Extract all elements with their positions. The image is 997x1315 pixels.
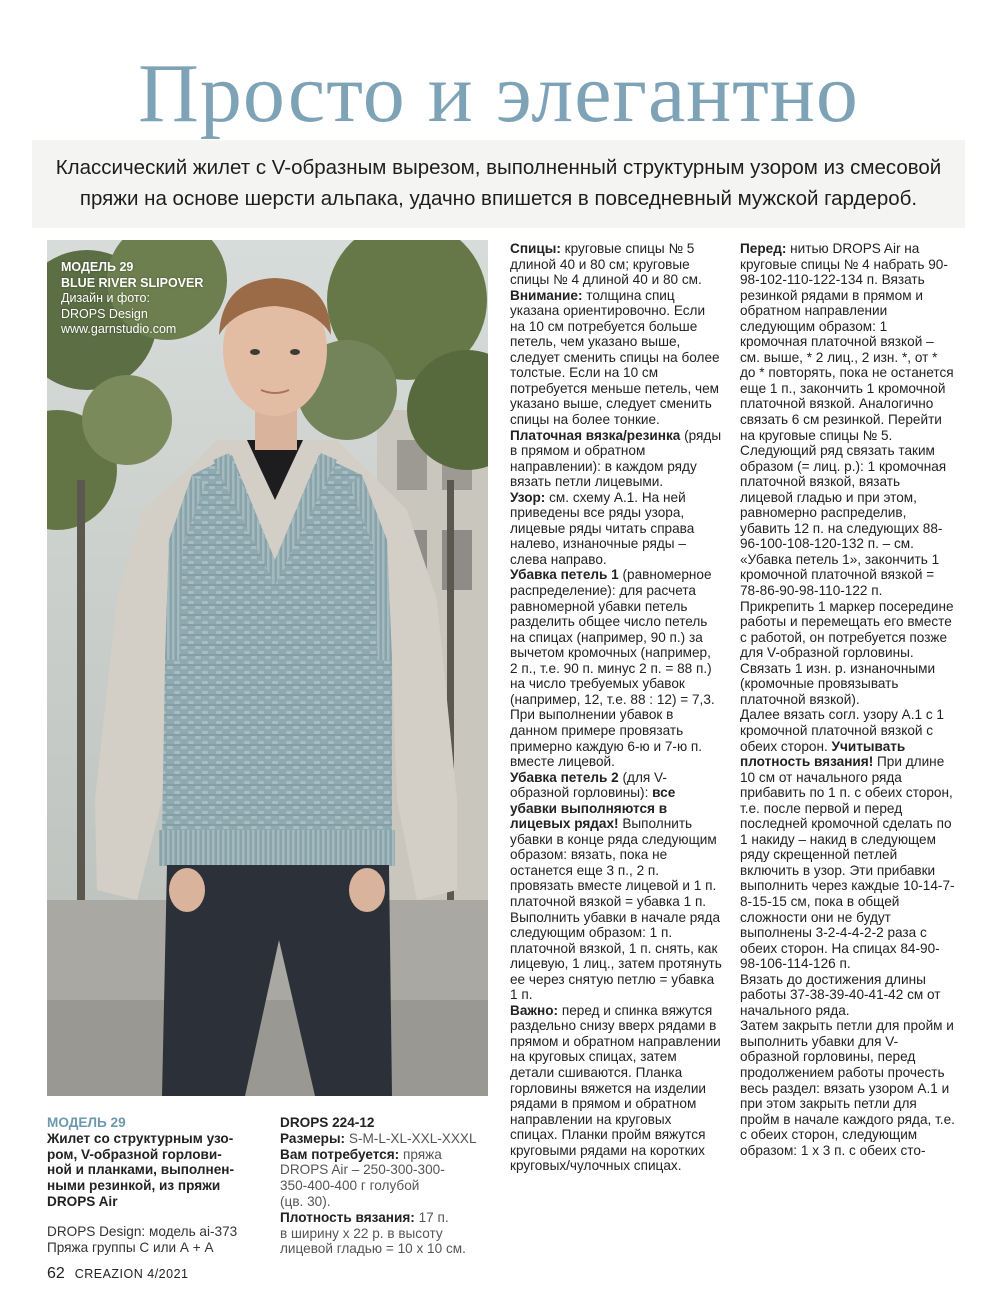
text-heading: Узор: <box>510 489 546 505</box>
need-line: DROPS Air – 250-300-300- <box>280 1162 445 1178</box>
text-heading: Платочная вязка/резинка <box>510 427 681 443</box>
model-meta-line: Пряжа группы С или А + А <box>47 1239 214 1255</box>
text-body: перед и спинка вяжутся раздельно снизу вверх рядами в прямом и обратном направлении на круговых спицах, затем детали сшиваются. Планка горловины вяжется на изделии рядами в прямом и обратном направлении на круговых спицах. Планки пройм вяжутся круговыми рядами на коротких круговых/чулочных спицах. <box>510 1002 721 1174</box>
model-desc-line: DROPS Air <box>47 1193 118 1209</box>
text-body: Вязать до достижения длины работы 37-38-39-40-41-42 см от начального ряда. <box>740 971 941 1018</box>
text-heading: все убавки выполняются в лицевых рядах! <box>510 785 676 832</box>
caption-model: МОДЕЛЬ 29 <box>61 260 134 274</box>
instructions-column-middle <box>510 241 722 1174</box>
text-heading: Важно: <box>510 1002 559 1018</box>
sizes-value: S-M-L-XL-XXL-XXXL <box>348 1130 477 1146</box>
text-body: Затем закрыть петли для пройм и выполнить убавки для V-образной горловины, перед продолжением работы прочесть весь раздел: вязать узором A.1 и при этом закрыть петли для пройм в начале каждого ряда, т.е. с обеих сторон, следующим образом: 1 х 3 п. с обеих сто- <box>740 1018 955 1158</box>
density-line: лицевой гладью = 10 х 10 см. <box>280 1241 466 1257</box>
caption-studio: DROPS Design <box>61 306 148 321</box>
magazine-issue: CREAZION 4/2021 <box>74 1267 189 1281</box>
density-line: 17 п. <box>418 1209 449 1225</box>
text-heading: Внимание: <box>510 287 583 303</box>
text-heading: Убавка петель 1 <box>510 567 619 583</box>
model-meta <box>47 1224 262 1256</box>
caption-site: www.garnstudio.com <box>61 322 177 336</box>
model-meta-line: DROPS Design: модель ai-373 <box>47 1223 238 1239</box>
model-description <box>47 1131 262 1210</box>
model-desc-line: ной и планками, выполнен- <box>47 1162 235 1178</box>
sizes-label: Размеры: <box>280 1130 346 1146</box>
text-body: круговые спицы № 5 длиной 40 и 80 см; круговые спицы № 4 длиной 40 и 80 см. <box>510 241 702 288</box>
lead-line: Классический жилет с V-образным вырезом, выполненный структурным узором из смесовой <box>55 156 942 179</box>
model-photo <box>47 240 488 1096</box>
density-line: в ширину х 22 р. в высоту <box>280 1225 443 1241</box>
instructions-column-right <box>740 241 955 1158</box>
need-line: 350-400-400 г голубой <box>280 1178 420 1194</box>
model-number: МОДЕЛЬ 29 <box>47 1115 126 1130</box>
text-body: (ряды в прямом и обратном направлении): в каждом ряду вязать петли лицевыми. <box>510 427 722 490</box>
page-footer <box>47 1265 188 1283</box>
density-label: Плотность вязания: <box>280 1209 415 1225</box>
lead-paragraph <box>32 152 965 214</box>
text-body: толщина спиц указана ориентировочно. Если на 10 см потребуется больше петель, чем указано выше, следует сменить спицы на более толстые. Если на 10 см потребуется меньше петель, чем указано выше, следует сменить спицы на более тонкие. <box>510 287 720 428</box>
page-title: Просто и элегантно <box>138 47 859 140</box>
text-heading: Учитывать плотность вязания! <box>740 738 906 770</box>
photo-caption <box>61 260 203 338</box>
drops-code: DROPS 224-12 <box>280 1115 375 1130</box>
text-body: см. схему A.1. На ней приведены все ряды узора, лицевые ряды читать справа налево, изнаночные ряды – слева направо. <box>510 489 695 567</box>
page-number: 62 <box>47 1265 65 1282</box>
need-label: Вам потребуется: <box>280 1146 400 1162</box>
lead-line: пряжи на основе шерсти альпака, удачно впишется в повседневный мужской гардероб. <box>79 187 918 210</box>
caption-design: Дизайн и фото: <box>61 291 150 305</box>
text-body: Выполнить убавки в конце ряда следующим образом: вязать, пока не останется еще 3 п., 2 п. провязать вместе лицевой и 1 п. платочной вязкой = убавка 1 п. Выполнить убавки в начале ряда следующим образом: 1 п. платочной вязкой, 1 п. снять, как лицевую, 1 лиц., затем протянуть ее через снятую петлю = убавка 1 п. <box>510 816 722 1003</box>
model-desc-line: ными резинкой, из пряжи <box>47 1178 221 1194</box>
text-body: При длине 10 см от начального ряда прибавить по 1 п. с обеих сторон, т.е. после первой и перед последней кромочной сделать по 1 накиду – накид в следующем ряду скрещенной петлей включить в узор. Эти прибавки выполнить через каждые 10-14-7-8-15-15 см, пока в общей сложности они не будут выполнены 3-2-4-4-2-2 раза с обеих сторон. На спицах 84-90-98-106-114-126 п. <box>740 754 955 972</box>
materials-block <box>280 1115 492 1257</box>
model-desc-line: Жилет со структурным узо- <box>47 1130 234 1146</box>
text-heading: Перед: <box>740 241 787 256</box>
caption-name: BLUE RIVER SLIPOVER <box>61 275 204 290</box>
need-line: (цв. 30). <box>280 1193 331 1209</box>
photo-illustration <box>47 240 488 1096</box>
text-body: нитью DROPS Air на круговые спицы № 4 набрать 90-98-102-110-122-134 п. Вязать резинкой рядами в прямом и обратном направлении следующим образом: 1 кромочная платочной вязкой – см. выше, * 2 лиц., 2 изн. *, от * до * повторять, пока не останется еще 1 п., закончить 1 кромочной платочной вязкой. Аналогично связать 6 см резинкой. Перейти на круговые спицы № 5. Следующий ряд связать таким образом (= лиц. р.): 1 кромочная платочной вязкой, вязать лицевой гладью и при этом, равномерно распределив, убавить 12 п. на следующих 88-96-100-108-120-132 п. – см. «Убавка петель 1», закончить 1 кромочной платочной вязкой = 78-86-90-98-110-122 п. Прикрепить 1 маркер посередине работы и перемещать его вместе с работой, он потребуется позже для V-образной горловины. Связать 1 изн. р. изнаночными (кромочные провязывать платочной вязкой). <box>740 241 954 707</box>
text-heading: Убавка петель 2 <box>510 769 619 785</box>
text-body: Далее вязать согл. узору A.1 с 1 кромочной платочной вязкой с обеих сторон. <box>740 707 944 754</box>
model-info <box>47 1115 262 1255</box>
text-body: (равномерное распределение): для расчета равномерной убавки петель разделить общее число петель на спицах (например, 90 п.) за вычетом кромочных (например, 2 п., т.е. 90 п. минус 2 п. = 88 п.) на число требуемых убавок (например, 12, т.е. 88 : 12) = 7,3. При выполнении убавок в данном примере провязать примерно каждую 6-ю и 7-ю п. вместе лицевой. <box>510 567 715 770</box>
text-heading: Спицы: <box>510 241 561 256</box>
model-desc-line: ром, V-образной горлови- <box>47 1146 222 1162</box>
need-line: пряжа <box>403 1146 442 1162</box>
text-body: (для V-образной горловины): <box>510 769 667 801</box>
